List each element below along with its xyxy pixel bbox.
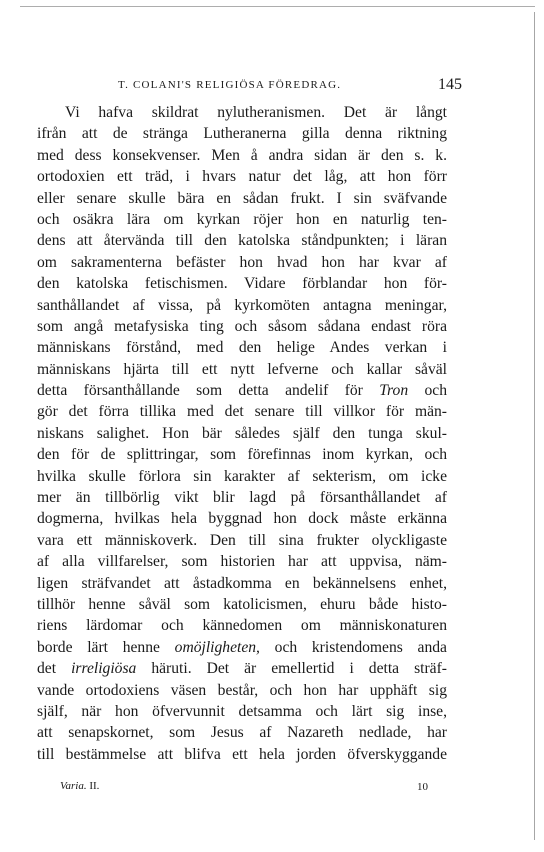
text-line-with-emphasis [37,637,447,658]
text-line-with-emphasis [37,658,447,679]
text-segment: det [37,660,57,678]
page-footer [60,778,428,798]
text-segment: borde lärt henne [37,638,160,656]
scan-edge-top [20,6,535,7]
text-segment: häruti. Det är emellertid i detta sträf- [151,660,447,678]
text-line: den för de splittringar, som förefinnas inom kyrkan, och [37,446,447,464]
text-line: människans hjärta till ett nytt lefverne och kallar såväl [37,360,447,378]
text-line: vande ortodoxiens väsen består, och hon har upphäft sig [37,681,447,699]
text-line: vara ett människoverk. Den till sina frukter olyckligaste [37,531,447,549]
text-segment: och kristendomens anda [274,638,447,656]
text-line: själf, när hon öfvervunnit detsamma och lärt sig inse, [37,702,447,720]
text-line: niskans salighet. Hon bär således själf den tunga skul- [37,424,447,442]
signature-volume: II. [89,780,100,792]
text-line: gör det förra tillika med det senare till villkor för män- [37,403,447,421]
text-line: och osäkra lära om kyrkan röjer hon en naturlig ten- [37,210,447,228]
text-line: om sakramenterna befäster hon hvad hon har kvar af [37,253,447,271]
text-line: tillhör henne såväl som katolicismen, ehuru både histo- [37,595,447,613]
text-line: ligen sträfvandet att åstadkomma en bekännelsens enhet, [37,574,447,592]
body-text [37,102,447,765]
emphasis-word: Tron [379,382,409,400]
text-line: till bestämmelse att blifva ett hela jorden öfverskyggande [37,745,447,763]
sheet-number: 10 [417,781,428,793]
text-line: mer än tillbörlig vikt blir lagd på försanthållandet af [37,489,447,507]
emphasis-word: omöjligheten, [174,638,260,656]
text-line: som angå metafysiska ting och såsom sådana endast röra [37,317,447,335]
text-line-with-emphasis [37,380,447,401]
text-segment: detta försanthållande som detta andelif för [37,382,363,400]
text-line: riens lärdomar och kännedomen om människonaturen [37,617,447,635]
text-line: santhållandet af vissa, på kyrkomöten antagna meningar, [37,296,447,314]
text-line: dens att återvända till den katolska ståndpunkten; i läran [37,232,447,250]
signature-title: Varia. [60,780,87,792]
text-line: människans förstånd, med den helige Andes verkan i [37,339,447,357]
text-line: att senapskornet, som Jesus af Nazareth nedlade, har [37,724,447,742]
text-line: hvilka skulle förlora sin karakter af sekterism, om icke [37,467,447,485]
text-line: Vi hafva skildrat nylutheranismen. Det är långt [65,104,447,121]
running-title: T. COLANI'S RELIGIÖSA FÖREDRAG. [118,79,342,91]
text-segment: och [424,382,447,400]
emphasis-word: irreligiösa [71,660,137,678]
text-line: ifrån att de stränga Lutheranerna gilla denna riktning [37,125,447,143]
text-line: eller senare skulle bära en sådan frukt. I sin sväfvande [37,189,447,207]
text-line: den katolska fetischismen. Vidare förblandar hon för- [37,275,447,293]
text-line: dogmerna, hvilkas hela byggnad hon dock måste erkänna [37,510,447,528]
signature-mark [60,780,99,792]
running-head [60,76,462,96]
text-line: ortodoxien ett träd, i hvars natur det låg, att hon förr [37,168,447,186]
text-line: med dess konsekvenser. Men å andra sidan är den s. k. [37,146,447,164]
scan-edge-right [534,12,535,840]
text-line: af alla villfarelser, som historien har att uppvisa, näm- [37,553,447,571]
page-number: 145 [438,76,462,93]
